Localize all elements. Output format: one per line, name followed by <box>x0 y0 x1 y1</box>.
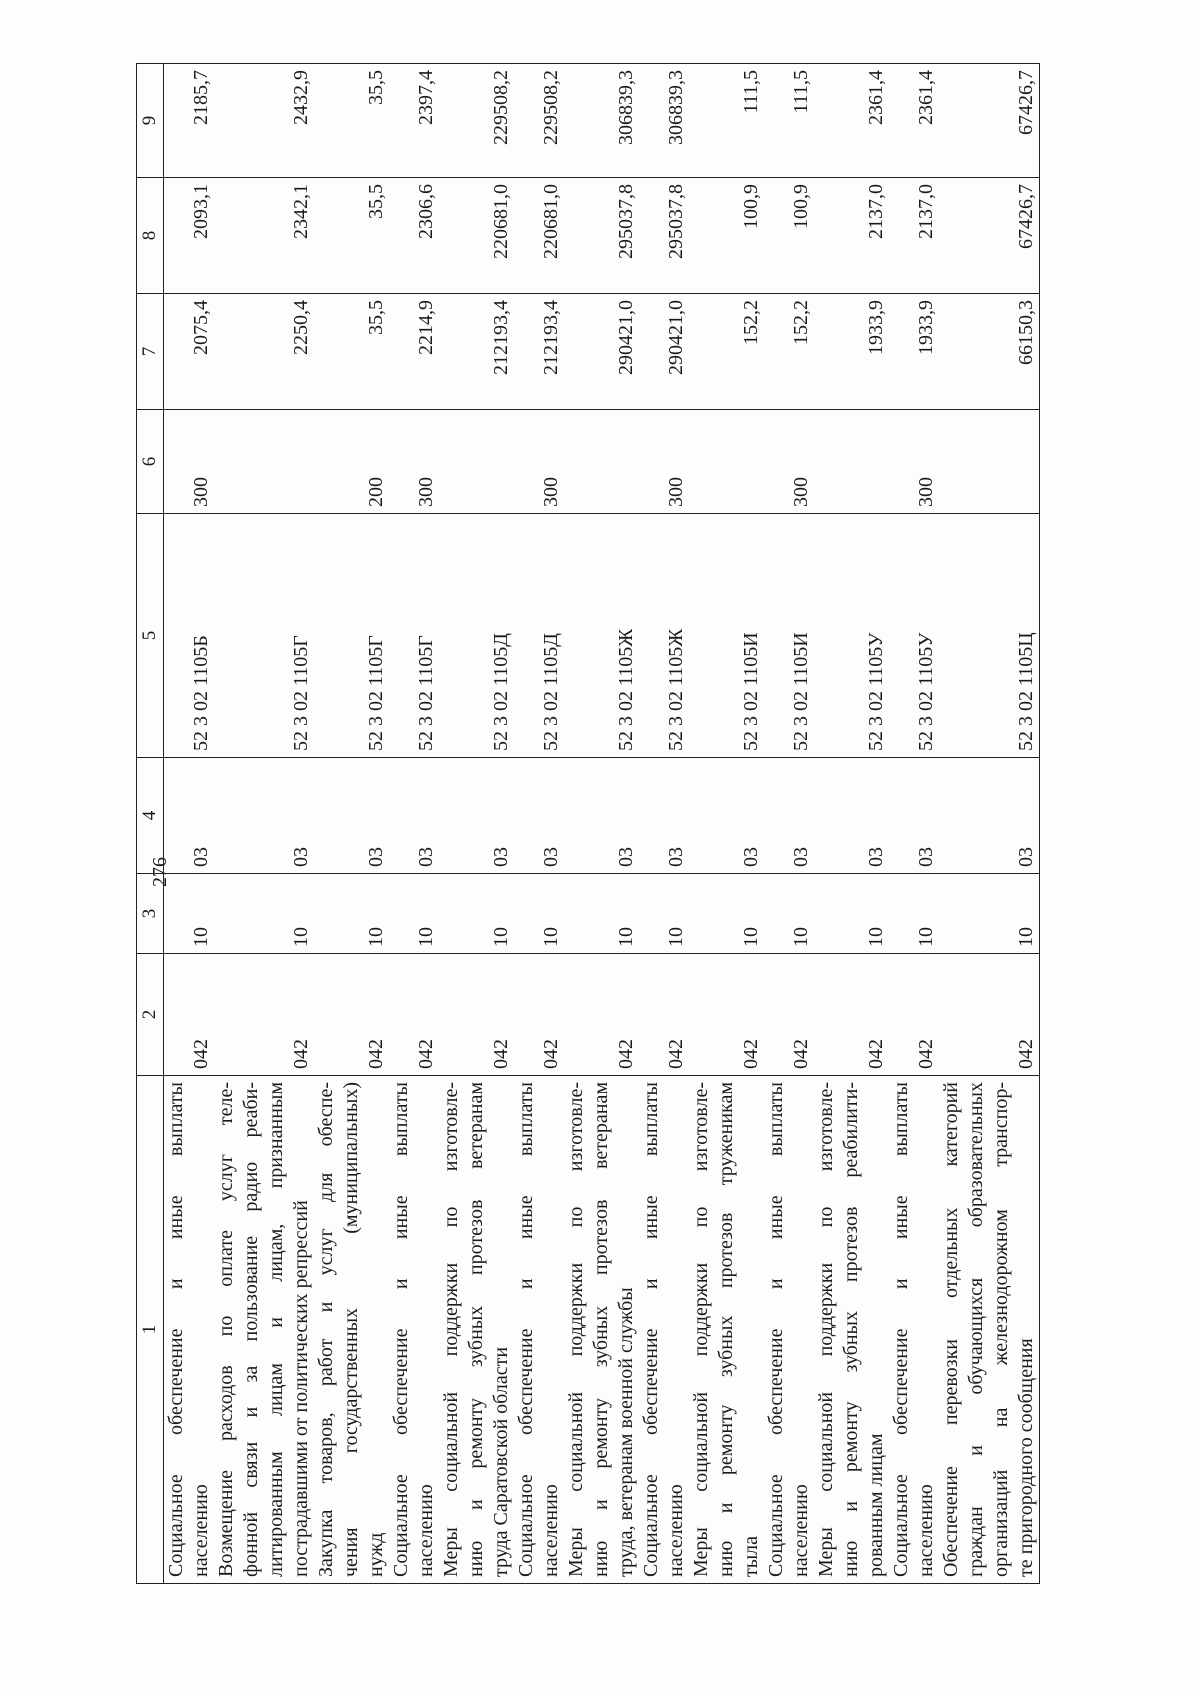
description-line: чения государственных (муниципальных) <box>340 1082 362 1577</box>
row-description <box>939 1076 1040 1584</box>
row-amount-year-3: 35,5 <box>314 64 389 178</box>
row-subsection-code: 03 <box>639 758 689 874</box>
row-expense-type <box>939 410 1040 514</box>
description-line: фонной связи и за пользование радио реаби- <box>240 1082 262 1577</box>
row-expense-type: 300 <box>889 410 939 514</box>
row-admin-code: 042 <box>514 954 564 1076</box>
description-line: Закупка товаров, работ и услуг для обеспе- <box>315 1082 337 1577</box>
row-amount-year-2: 2342,1 <box>214 178 314 294</box>
row-section-code: 10 <box>389 874 439 954</box>
row-amount-year-3: 306839,3 <box>564 64 639 178</box>
row-amount-year-3: 111,5 <box>689 64 764 178</box>
row-admin-code: 042 <box>889 954 939 1076</box>
row-amount-year-2: 100,9 <box>689 178 764 294</box>
row-expense-type <box>439 410 514 514</box>
row-target-article: 52 3 02 1105Г <box>214 514 314 758</box>
description-line: пострадавшими от политических репрессий <box>290 1200 312 1577</box>
row-target-article: 52 3 02 1105И <box>689 514 764 758</box>
row-admin-code: 042 <box>639 954 689 1076</box>
table-body <box>164 64 1040 1584</box>
row-target-article: 52 3 02 1105У <box>889 514 939 758</box>
table-row <box>514 64 564 1584</box>
table-row <box>689 64 764 1584</box>
row-section-code: 10 <box>314 874 389 954</box>
row-amount-year-1: 2250,4 <box>214 294 314 410</box>
row-description <box>314 1076 389 1584</box>
row-amount-year-2: 295037,8 <box>564 178 639 294</box>
row-amount-year-2: 2137,0 <box>889 178 939 294</box>
row-subsection-code: 03 <box>389 758 439 874</box>
row-admin-code: 042 <box>689 954 764 1076</box>
page-number: 276 <box>149 857 171 887</box>
row-expense-type <box>814 410 889 514</box>
row-admin-code: 042 <box>214 954 314 1076</box>
table-row <box>939 64 1040 1584</box>
row-target-article: 52 3 02 1105У <box>814 514 889 758</box>
description-line: нию и ремонту зубных протезов ветеранам <box>590 1082 612 1577</box>
row-section-code: 10 <box>689 874 764 954</box>
row-description <box>514 1076 564 1584</box>
description-line: рованным лицам <box>865 1433 887 1577</box>
header-col-4: 4 <box>137 758 164 874</box>
row-admin-code: 042 <box>764 954 814 1076</box>
row-amount-year-2: 2093,1 <box>164 178 215 294</box>
row-description <box>764 1076 814 1584</box>
description-line: Социальное обеспечение и иные выплаты <box>765 1082 787 1577</box>
table-row <box>639 64 689 1584</box>
row-target-article: 52 3 02 1105Г <box>314 514 389 758</box>
header-col-6: 6 <box>137 410 164 514</box>
description-line: тыла <box>740 1535 762 1577</box>
row-target-article: 52 3 02 1105И <box>764 514 814 758</box>
description-line: труда, ветеранам военной службы <box>615 1287 637 1577</box>
row-subsection-code: 03 <box>164 758 215 874</box>
row-target-article: 52 3 02 1105Ц <box>939 514 1040 758</box>
row-description <box>389 1076 439 1584</box>
row-amount-year-1: 290421,0 <box>639 294 689 410</box>
row-target-article: 52 3 02 1105Ж <box>564 514 639 758</box>
table-header-row <box>137 64 164 1584</box>
row-amount-year-3: 2397,4 <box>389 64 439 178</box>
description-line: нию и ремонту зубных протезов ветеранам <box>465 1082 487 1577</box>
row-target-article: 52 3 02 1105Д <box>439 514 514 758</box>
row-expense-type: 300 <box>764 410 814 514</box>
row-amount-year-1: 152,2 <box>689 294 764 410</box>
row-amount-year-3: 2185,7 <box>164 64 215 178</box>
description-line: нию и ремонту зубных протезов реабилити- <box>840 1082 862 1577</box>
row-admin-code: 042 <box>564 954 639 1076</box>
row-section-code: 10 <box>214 874 314 954</box>
description-line: те пригородного сообщения <box>1015 1338 1037 1577</box>
row-subsection-code: 03 <box>889 758 939 874</box>
row-section-code: 10 <box>639 874 689 954</box>
table-row <box>164 64 215 1584</box>
row-amount-year-1: 1933,9 <box>889 294 939 410</box>
description-line: населению <box>540 1484 562 1577</box>
row-admin-code: 042 <box>389 954 439 1076</box>
row-subsection-code: 03 <box>689 758 764 874</box>
row-amount-year-2: 295037,8 <box>639 178 689 294</box>
row-target-article: 52 3 02 1105Д <box>514 514 564 758</box>
row-description <box>164 1076 215 1584</box>
budget-table <box>136 63 1040 1584</box>
row-amount-year-3: 67426,7 <box>939 64 1040 178</box>
description-line: Социальное обеспечение и иные выплаты <box>640 1082 662 1577</box>
row-section-code: 10 <box>564 874 639 954</box>
row-subsection-code: 03 <box>214 758 314 874</box>
row-admin-code: 042 <box>939 954 1040 1076</box>
table-row <box>889 64 939 1584</box>
row-section-code: 10 <box>764 874 814 954</box>
header-col-1: 1 <box>137 1076 164 1584</box>
row-amount-year-1: 2075,4 <box>164 294 215 410</box>
description-line: Меры социальной поддержки по изготовле- <box>815 1082 837 1577</box>
document-table-rotated <box>136 64 1196 1584</box>
header-col-8: 8 <box>137 178 164 294</box>
description-line: организаций на железнодорожном транспор- <box>990 1082 1012 1577</box>
row-amount-year-1: 212193,4 <box>514 294 564 410</box>
description-line: Меры социальной поддержки по изготовле- <box>690 1082 712 1577</box>
row-amount-year-2: 35,5 <box>314 178 389 294</box>
table-row <box>814 64 889 1584</box>
row-amount-year-3: 2432,9 <box>214 64 314 178</box>
header-col-5: 5 <box>137 514 164 758</box>
row-subsection-code: 03 <box>564 758 639 874</box>
row-subsection-code: 03 <box>314 758 389 874</box>
row-admin-code: 042 <box>439 954 514 1076</box>
description-line: граждан и обучающихся образовательных <box>965 1082 987 1577</box>
row-amount-year-3: 306839,3 <box>639 64 689 178</box>
row-amount-year-1: 2214,9 <box>389 294 439 410</box>
row-amount-year-2: 100,9 <box>764 178 814 294</box>
row-amount-year-2: 2137,0 <box>814 178 889 294</box>
row-target-article: 52 3 02 1105Б <box>164 514 215 758</box>
row-amount-year-3: 229508,2 <box>439 64 514 178</box>
row-section-code: 10 <box>439 874 514 954</box>
header-col-3: 3 <box>137 874 164 954</box>
row-amount-year-2: 2306,6 <box>389 178 439 294</box>
row-description <box>889 1076 939 1584</box>
description-line: Социальное обеспечение и иные выплаты <box>515 1082 537 1577</box>
header-col-7: 7 <box>137 294 164 410</box>
description-line: населению <box>415 1484 437 1577</box>
row-admin-code: 042 <box>314 954 389 1076</box>
row-description <box>214 1076 314 1584</box>
row-amount-year-1: 66150,3 <box>939 294 1040 410</box>
row-section-code: 10 <box>889 874 939 954</box>
row-admin-code: 042 <box>164 954 215 1076</box>
row-section-code: 10 <box>814 874 889 954</box>
row-amount-year-3: 2361,4 <box>814 64 889 178</box>
description-line: нию и ремонту зубных протезов труженикам <box>715 1082 737 1577</box>
row-description <box>814 1076 889 1584</box>
description-line: Меры социальной поддержки по изготовле- <box>440 1082 462 1577</box>
row-amount-year-3: 111,5 <box>764 64 814 178</box>
row-amount-year-1: 35,5 <box>314 294 389 410</box>
description-line: литированным лицам и лицам, признанным <box>265 1082 287 1577</box>
description-line: Социальное обеспечение и иные выплаты <box>890 1082 912 1577</box>
row-subsection-code: 03 <box>514 758 564 874</box>
row-expense-type: 200 <box>314 410 389 514</box>
table-row <box>439 64 514 1584</box>
row-target-article: 52 3 02 1105Ж <box>639 514 689 758</box>
row-subsection-code: 03 <box>814 758 889 874</box>
row-section-code: 10 <box>164 874 215 954</box>
header-col-9: 9 <box>137 64 164 178</box>
row-expense-type: 300 <box>639 410 689 514</box>
header-col-2: 2 <box>137 954 164 1076</box>
row-amount-year-3: 229508,2 <box>514 64 564 178</box>
row-description <box>689 1076 764 1584</box>
description-line: Социальное обеспечение и иные выплаты <box>390 1082 412 1577</box>
row-target-article: 52 3 02 1105Г <box>389 514 439 758</box>
description-line: населению <box>790 1484 812 1577</box>
row-expense-type <box>564 410 639 514</box>
description-line: населению <box>190 1484 212 1577</box>
row-description <box>639 1076 689 1584</box>
row-expense-type <box>689 410 764 514</box>
row-amount-year-1: 290421,0 <box>564 294 639 410</box>
description-line: Меры социальной поддержки по изготовле- <box>565 1082 587 1577</box>
description-line: населению <box>665 1484 687 1577</box>
description-line: нужд <box>365 1532 387 1577</box>
row-amount-year-3: 2361,4 <box>889 64 939 178</box>
row-description <box>439 1076 514 1584</box>
row-subsection-code: 03 <box>939 758 1040 874</box>
table-row <box>764 64 814 1584</box>
row-description <box>564 1076 639 1584</box>
row-amount-year-1: 152,2 <box>764 294 814 410</box>
row-expense-type: 300 <box>514 410 564 514</box>
row-subsection-code: 03 <box>439 758 514 874</box>
row-amount-year-2: 67426,7 <box>939 178 1040 294</box>
row-amount-year-2: 220681,0 <box>514 178 564 294</box>
description-line: Обеспечение перевозки отдельных категорий <box>940 1082 962 1577</box>
description-line: Возмещение расходов по оплате услуг теле- <box>215 1082 237 1577</box>
row-subsection-code: 03 <box>764 758 814 874</box>
table-row <box>564 64 639 1584</box>
row-amount-year-1: 212193,4 <box>439 294 514 410</box>
table-row <box>314 64 389 1584</box>
row-expense-type: 300 <box>389 410 439 514</box>
row-section-code: 10 <box>514 874 564 954</box>
description-line: населению <box>915 1484 937 1577</box>
row-expense-type: 300 <box>164 410 215 514</box>
table-row <box>214 64 314 1584</box>
description-line: труда Саратовской области <box>490 1346 512 1577</box>
row-amount-year-1: 1933,9 <box>814 294 889 410</box>
row-section-code: 10 <box>939 874 1040 954</box>
document-table-frame <box>136 64 1196 1584</box>
row-amount-year-2: 220681,0 <box>439 178 514 294</box>
row-admin-code: 042 <box>814 954 889 1076</box>
table-row <box>389 64 439 1584</box>
description-line: Социальное обеспечение и иные выплаты <box>165 1082 187 1577</box>
row-expense-type <box>214 410 314 514</box>
